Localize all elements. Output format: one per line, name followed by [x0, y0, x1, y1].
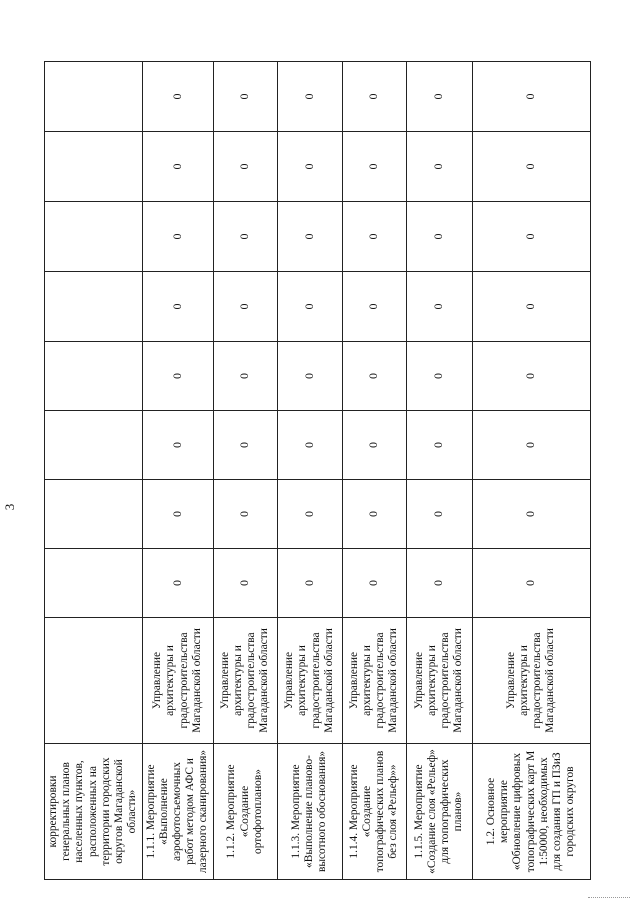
table-row — [277, 62, 342, 880]
funding-value-cell: 0 — [142, 202, 213, 272]
table-row — [342, 62, 406, 880]
funding-value-cell: 0 — [142, 272, 213, 342]
table-row — [142, 62, 213, 880]
funding-value-cell: 0 — [213, 202, 277, 272]
funding-value-cell: 0 — [213, 411, 277, 480]
activity-name-cell: 1.1.5. Мероприятие «Создание слоя «Рельеф» для топографических планов» — [406, 744, 472, 880]
funding-value-cell: 0 — [277, 411, 342, 480]
table-row — [213, 62, 277, 880]
executor-cell: Управление архитектуры и градостроительства Магаданской области — [277, 618, 342, 744]
executor-cell — [45, 618, 143, 744]
table-row — [472, 62, 590, 880]
executor-cell: Управление архитектуры и градостроительства Магаданской области — [342, 618, 406, 744]
funding-value-cell: 0 — [213, 62, 277, 132]
funding-value-cell — [45, 549, 143, 618]
funding-value-cell: 0 — [342, 272, 406, 342]
funding-value-cell: 0 — [342, 480, 406, 549]
funding-value-cell: 0 — [342, 411, 406, 480]
funding-value-cell: 0 — [472, 480, 590, 549]
funding-value-cell: 0 — [142, 411, 213, 480]
funding-value-cell: 0 — [342, 549, 406, 618]
activity-name-cell: корректировки генеральных планов населенных пунктов, расположенных на территории городских округов Магаданской области» — [45, 744, 143, 880]
funding-value-cell: 0 — [277, 202, 342, 272]
funding-value-cell: 0 — [342, 62, 406, 132]
funding-value-cell: 0 — [213, 549, 277, 618]
executor-cell: Управление архитектуры и градостроительства Магаданской области — [472, 618, 590, 744]
funding-value-cell: 0 — [277, 272, 342, 342]
funding-value-cell: 0 — [406, 132, 472, 202]
funding-value-cell: 0 — [277, 549, 342, 618]
rotated-page-content — [2, 62, 577, 880]
funding-value-cell: 0 — [142, 549, 213, 618]
funding-value-cell — [45, 480, 143, 549]
funding-value-cell: 0 — [342, 342, 406, 411]
funding-value-cell: 0 — [406, 62, 472, 132]
executor-cell: Управление архитектуры и градостроительства Магаданской области — [213, 618, 277, 744]
funding-value-cell — [45, 202, 143, 272]
executor-cell: Управление архитектуры и градостроительства Магаданской области — [142, 618, 213, 744]
funding-value-cell: 0 — [277, 62, 342, 132]
funding-value-cell — [45, 411, 143, 480]
funding-value-cell: 0 — [472, 202, 590, 272]
funding-value-cell: 0 — [342, 202, 406, 272]
activity-name-cell: 1.1.4. Мероприятие «Создание топографических планов без слоя «Рельеф»» — [342, 744, 406, 880]
activity-name-cell: 1.1.2. Мероприятие «Создание ортофотопланов» — [213, 744, 277, 880]
funding-value-cell — [45, 272, 143, 342]
funding-value-cell: 0 — [406, 411, 472, 480]
funding-value-cell: 0 — [342, 132, 406, 202]
funding-value-cell — [45, 342, 143, 411]
funding-value-cell: 0 — [406, 202, 472, 272]
funding-value-cell: 0 — [406, 272, 472, 342]
funding-value-cell: 0 — [142, 342, 213, 411]
funding-value-cell: 0 — [472, 272, 590, 342]
funding-value-cell: 0 — [472, 132, 590, 202]
page-number: 3 — [2, 503, 17, 511]
activity-name-cell: 1.1.1. Мероприятие «Выполнение аэрофотосъемочных работ методом АФС и лазерного сканирования» — [142, 744, 213, 880]
funding-value-cell: 0 — [472, 411, 590, 480]
footer-mark — [588, 897, 630, 898]
funding-value-cell: 0 — [213, 342, 277, 411]
funding-value-cell: 0 — [277, 132, 342, 202]
table-row — [406, 62, 472, 880]
funding-value-cell: 0 — [472, 62, 590, 132]
program-activities-table — [44, 61, 591, 880]
funding-value-cell: 0 — [406, 342, 472, 411]
funding-value-cell: 0 — [277, 342, 342, 411]
activity-name-cell: 1.2. Основное мероприятие «Обновление цифровых топографических карт М 1:50000, необходимых для создания ГП и ПЗиЗ городских округов — [472, 744, 590, 880]
activity-name-cell: 1.1.3. Мероприятие «Выполнение планово-высотного обоснования» — [277, 744, 342, 880]
funding-value-cell: 0 — [213, 480, 277, 549]
funding-value-cell: 0 — [213, 132, 277, 202]
funding-value-cell: 0 — [142, 480, 213, 549]
executor-cell: Управление архитектуры и градостроительства Магаданской области — [406, 618, 472, 744]
funding-value-cell: 0 — [406, 480, 472, 549]
funding-value-cell: 0 — [472, 549, 590, 618]
funding-value-cell: 0 — [213, 272, 277, 342]
table-row — [45, 62, 143, 880]
funding-value-cell: 0 — [472, 342, 590, 411]
funding-value-cell: 0 — [406, 549, 472, 618]
funding-value-cell — [45, 132, 143, 202]
funding-value-cell: 0 — [277, 480, 342, 549]
funding-value-cell: 0 — [142, 132, 213, 202]
funding-value-cell: 0 — [142, 62, 213, 132]
funding-value-cell — [45, 62, 143, 132]
